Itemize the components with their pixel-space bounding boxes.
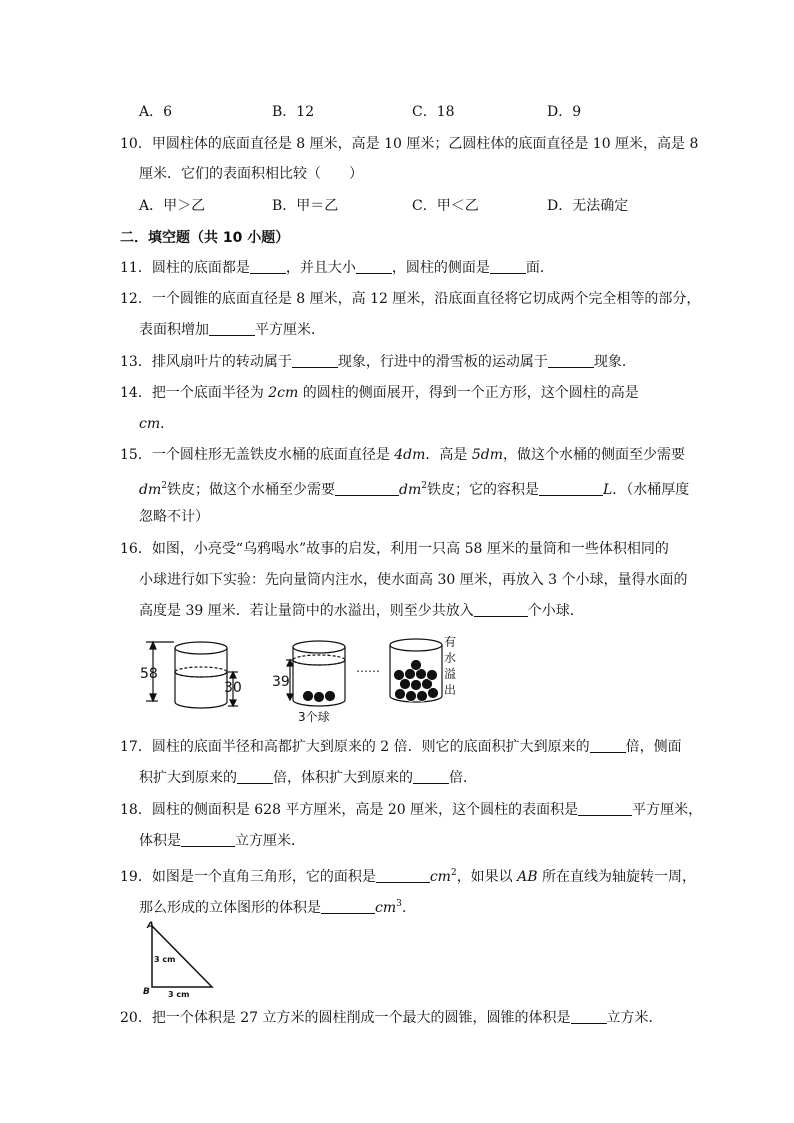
q20-text-a: 20．把一个体积是 27 立方米的圆柱削成一个最大的圆锥，圆锥的体积是: [120, 1010, 571, 1026]
balls-3: [303, 691, 336, 703]
svg-text:有: 有: [444, 635, 457, 649]
q18-text-b: 平方厘米，: [632, 802, 703, 818]
q11-blank-1[interactable]: [250, 259, 286, 274]
q19-blank-1[interactable]: [376, 868, 430, 883]
q15-line3: 忽略不计）: [139, 509, 209, 525]
q17-text-b: 倍，侧面: [625, 739, 682, 755]
q14-line1: [120, 383, 639, 403]
q11-text-a: 11．圆柱的底面都是: [120, 260, 250, 276]
overflow-label: [444, 635, 456, 697]
q19-text-b: ，如果以: [456, 869, 518, 885]
q17-line2: [139, 768, 477, 788]
q18-line1: [120, 800, 702, 820]
q11-text-c: ，圆柱的侧面是: [391, 260, 490, 276]
q10-line1: 10．甲圆柱体的底面直径是 8 厘米，高是 10 厘米；乙圆柱体的底面直径是 10 厘米，高是 8: [120, 136, 699, 152]
q13-text-a: 13．排风扇叶片的转动属于: [120, 354, 292, 370]
q13: [120, 352, 636, 372]
q10-option-c[interactable]: C．甲＜乙: [412, 198, 479, 214]
q14-text-c: ．: [160, 416, 175, 432]
q17-blank-1[interactable]: [590, 738, 626, 753]
q13-text-c: 现象．: [593, 354, 636, 370]
q10-line2: 厘米．它们的表面积相比较（ ）: [139, 166, 363, 182]
q12-text-b: 平方厘米．: [255, 322, 325, 338]
height-39-label: 39: [272, 674, 290, 690]
q18-blank-2[interactable]: [181, 832, 235, 847]
q15-line1: [120, 445, 685, 465]
q16-cylinder-figure: [138, 634, 458, 726]
q12-line1: 12．一个圆锥的底面直径是 8 厘米，高 12 厘米，沿底面直径将它切成两个完全相等的部分，: [120, 291, 701, 307]
height-58-label: 58: [140, 666, 158, 682]
q15-text-e: 铁皮；做这个水桶至少需要: [166, 482, 335, 498]
q15-text-b: ．高是: [425, 447, 472, 463]
q15-text-c: ，做这个水桶的侧面至少需要: [503, 447, 686, 463]
balls-many: [394, 660, 439, 702]
height-30-label: 30: [224, 680, 242, 696]
q17-text-d: 倍，体积扩大到原来的: [273, 770, 413, 786]
q12-blank[interactable]: [209, 321, 255, 336]
q11-blank-2[interactable]: [356, 259, 392, 274]
q19-axis-ab: AB: [517, 869, 538, 885]
q17-text-a: 17．圆柱的底面半径和高都扩大到原来的 2 倍．则它的底面积扩大到原来的: [120, 739, 590, 755]
q9-option-a[interactable]: A．6: [139, 104, 173, 120]
q19-text-a: 19．如图是一个直角三角形，它的面积是: [120, 869, 376, 885]
q9-option-b[interactable]: B．12: [272, 104, 315, 120]
q19-line1: 19．如图是一个直角三角形，它的面积是 $cm^2$，如果以 AB 所在直线为轴旋转一周，: [120, 868, 696, 885]
q9-option-d[interactable]: D．9: [547, 104, 582, 120]
base-label: 3 cm: [168, 990, 190, 999]
q14-text-a: 14．把一个底面半径为: [120, 385, 269, 401]
q17-text-c: 积扩大到原来的: [139, 770, 237, 786]
section-title: 二．填空题（共 10 小题）: [120, 230, 290, 246]
q11: [120, 258, 554, 278]
q15-diameter: 4dm: [394, 447, 426, 463]
q19-unit-1: cm: [429, 869, 451, 885]
q19-triangle-figure: [140, 918, 220, 1002]
svg-text:水: 水: [444, 651, 457, 665]
q15-text-g: ．（水桶厚度: [612, 482, 690, 498]
q16-blank[interactable]: [474, 602, 528, 617]
q10-options: [139, 196, 699, 216]
q12-line2: [139, 320, 325, 340]
q17-blank-3[interactable]: [413, 769, 449, 784]
vertex-b-label: B: [143, 987, 150, 997]
q17-blank-2[interactable]: [237, 769, 273, 784]
q19-blank-2[interactable]: [321, 899, 375, 914]
q16-line3: [139, 601, 584, 621]
svg-text:出: 出: [444, 683, 457, 697]
q14-line2: [139, 414, 174, 434]
q18-text-a: 18．圆柱的侧面积是 628 平方厘米，高是 20 厘米，这个圆柱的表面积是: [120, 802, 579, 818]
q15-unit-3: L: [602, 482, 613, 498]
q18-text-c: 体积是: [139, 833, 181, 849]
cylinder-1: [146, 642, 238, 708]
q16-line2: 小球进行如下实验：先向量筒内注水，使水面高 30 厘米，再放入 3 个小球，量得水面的: [139, 572, 688, 588]
q20-blank[interactable]: [571, 1009, 607, 1024]
q13-blank-1[interactable]: [292, 353, 338, 368]
q20: [120, 1008, 663, 1028]
q13-blank-2[interactable]: [548, 353, 594, 368]
q17-text-e: 倍．: [449, 770, 477, 786]
q14-unit-1: 2cm: [268, 385, 299, 401]
q15-height: 5dm: [471, 447, 504, 463]
q19-text-c: 所在直线为轴旋转一周，: [537, 869, 696, 885]
q15-text-f: 铁皮；它的容积是: [426, 482, 539, 498]
svg-text:溢: 溢: [444, 667, 457, 681]
q16-text-a: 高度是 39 厘米．若让量筒中的水溢出，则至少共放入: [139, 603, 474, 619]
q15-text-a: 15．一个圆柱形无盖铁皮水桶的底面直径是: [120, 447, 395, 463]
q16-text-b: 个小球．: [527, 603, 584, 619]
vertex-a-label: A: [147, 921, 154, 931]
q9-option-c[interactable]: C．18: [412, 104, 455, 120]
q19-text-d: 那么形成的立体图形的体积是: [139, 900, 321, 916]
q15-line2: $dm^2$铁皮；做这个水桶至少需要 $dm^2$铁皮；它的容积是 L．（水桶厚度: [139, 481, 690, 498]
q11-text-b: ，并且大小: [285, 260, 356, 276]
q20-text-b: 立方米．: [606, 1010, 663, 1026]
balls-label: 3个球: [298, 710, 330, 724]
q15-blank-2[interactable]: [539, 481, 603, 496]
q15-unit-2: dm: [398, 482, 422, 498]
side-ab-label: 3 cm: [154, 955, 176, 964]
q15-unit-1: dm: [139, 482, 162, 498]
q17-line1: [120, 737, 682, 757]
q19-unit-2: cm: [375, 900, 397, 916]
q15-blank-1[interactable]: [335, 481, 399, 496]
q13-text-b: 现象，行进中的滑雪板的运动属于: [337, 354, 548, 370]
q11-text-d: 面．: [525, 260, 554, 276]
q10-option-d[interactable]: D．无法确定: [547, 198, 629, 214]
q18-line2: [139, 831, 305, 851]
ellipsis: ……: [356, 661, 380, 675]
q18-text-d: 立方厘米．: [235, 833, 305, 849]
q14-unit-2: cm: [139, 416, 161, 432]
q11-blank-3[interactable]: [490, 259, 526, 274]
q19-line2: 那么形成的立体图形的体积是 $cm^3$.: [139, 899, 407, 916]
q12-text-a: 表面积增加: [139, 322, 209, 338]
q10-option-a[interactable]: A．甲＞乙: [139, 198, 206, 214]
q14-text-b: 的圆柱的侧面展开，得到一个正方形，这个圆柱的高是: [298, 385, 639, 401]
q16-line1: 16．如图，小亮受“乌鸦喝水”故事的启发，利用一只高 58 厘米的量筒和一些体积相同的: [120, 541, 669, 557]
q9-options: [139, 102, 699, 122]
q10-option-b[interactable]: B．甲＝乙: [272, 198, 339, 214]
q18-blank-1[interactable]: [578, 801, 632, 816]
